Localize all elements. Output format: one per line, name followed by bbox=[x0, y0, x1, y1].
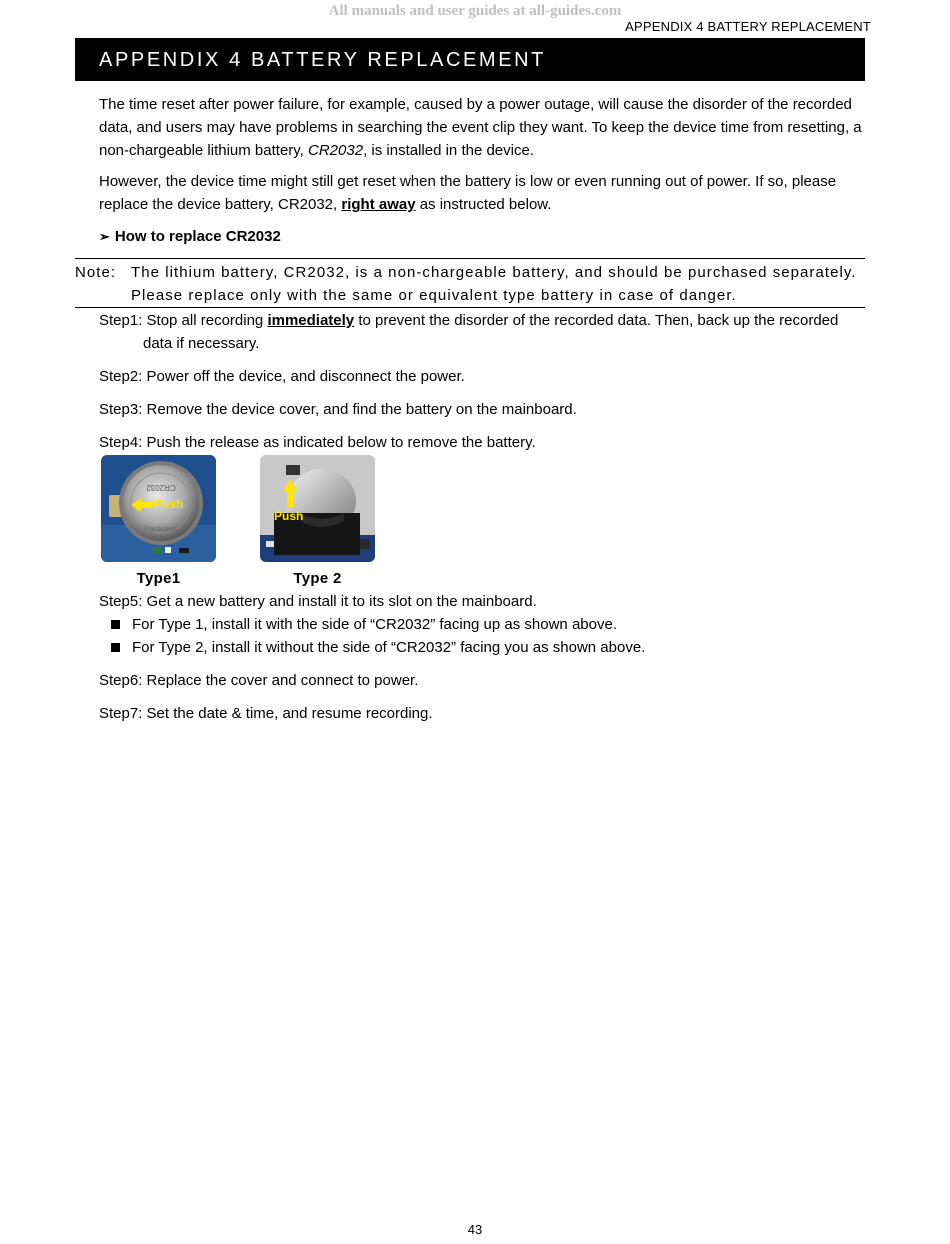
battery-model-italic: CR2032 bbox=[308, 142, 364, 159]
intro-p2-text: However, the device time might still get reset when the battery is low or even running out of power. If so, please replace the device battery, CR2032, bbox=[99, 173, 837, 213]
square-bullet-icon bbox=[111, 643, 120, 652]
step-6: Step6: Replace the cover and connect to power. bbox=[99, 672, 419, 689]
type1-caption: Type1 bbox=[136, 570, 181, 587]
step-2: Step2: Power off the device, and disconnect the power. bbox=[99, 368, 465, 385]
step-5: Step5: Get a new battery and install it to its slot on the mainboard. bbox=[99, 593, 537, 610]
note-line-2: Please replace only with the same or equivalent type battery in case of danger. bbox=[131, 287, 737, 304]
page-title: APPENDIX 4 BATTERY REPLACEMENT bbox=[75, 38, 865, 81]
page-number: 43 bbox=[467, 1222, 483, 1237]
note-label: Note: bbox=[75, 264, 117, 281]
intro-paragraph-1 bbox=[99, 93, 865, 162]
battery-photos bbox=[99, 455, 865, 590]
battery-label-text: CR2032 bbox=[146, 483, 176, 492]
watermark: All manuals and user guides at all-guides.com bbox=[328, 3, 622, 19]
bullet-text: For Type 1, install it with the side of “CR2032” facing up as shown above. bbox=[132, 616, 617, 633]
step-4: Step4: Push the release as indicated below to remove the battery. bbox=[99, 434, 536, 451]
intro-p2-text-end: as instructed below. bbox=[415, 196, 552, 213]
type1-push-label: Push bbox=[154, 497, 184, 511]
type2-caption: Type 2 bbox=[293, 570, 342, 587]
step-5-bullet-2 bbox=[99, 636, 865, 659]
howto-heading-text: How to replace CR2032 bbox=[114, 228, 281, 245]
immediately-emphasis: immediately bbox=[267, 312, 355, 329]
main-content bbox=[75, 93, 865, 725]
square-bullet-icon bbox=[111, 620, 120, 629]
type2-battery-photo bbox=[260, 455, 375, 562]
note-box bbox=[75, 258, 865, 308]
type1-battery-photo bbox=[101, 455, 216, 562]
running-header: APPENDIX 4 BATTERY REPLACEMENT bbox=[625, 19, 871, 34]
arrow-bullet-icon: ➢ bbox=[99, 229, 110, 244]
step-1-text: Step1: Stop all recording bbox=[99, 312, 268, 329]
step-1 bbox=[99, 309, 865, 355]
step-5-bullet-1 bbox=[99, 613, 865, 636]
intro-p1-text: The time reset after power failure, for example, caused by a power outage, will cause the disorder of the recorded data, and users may have problems in searching the event clip they want. To keep the device time from resetting, a non-chargeable lithium battery, bbox=[99, 96, 862, 159]
type2-push-label: Push bbox=[274, 509, 304, 523]
howto-heading bbox=[99, 225, 865, 248]
note-line-1: The lithium battery, CR2032, is a non-chargeable battery, and should be purchased separately. bbox=[131, 264, 857, 281]
step-1-text-end: to prevent the disorder of the recorded data. Then, back up the recorded data if necessary. bbox=[143, 312, 839, 352]
intro-paragraph-2 bbox=[99, 170, 865, 216]
step-3: Step3: Remove the device cover, and find the battery on the mainboard. bbox=[99, 401, 577, 418]
battery-brand-text: Panasonic bbox=[144, 526, 178, 533]
right-away-emphasis: right away bbox=[341, 196, 416, 213]
bullet-text: For Type 2, install it without the side of “CR2032” facing you as shown above. bbox=[132, 639, 646, 656]
intro-p1-text-end: , is installed in the device. bbox=[363, 142, 534, 159]
step-7: Step7: Set the date & time, and resume recording. bbox=[99, 705, 433, 722]
